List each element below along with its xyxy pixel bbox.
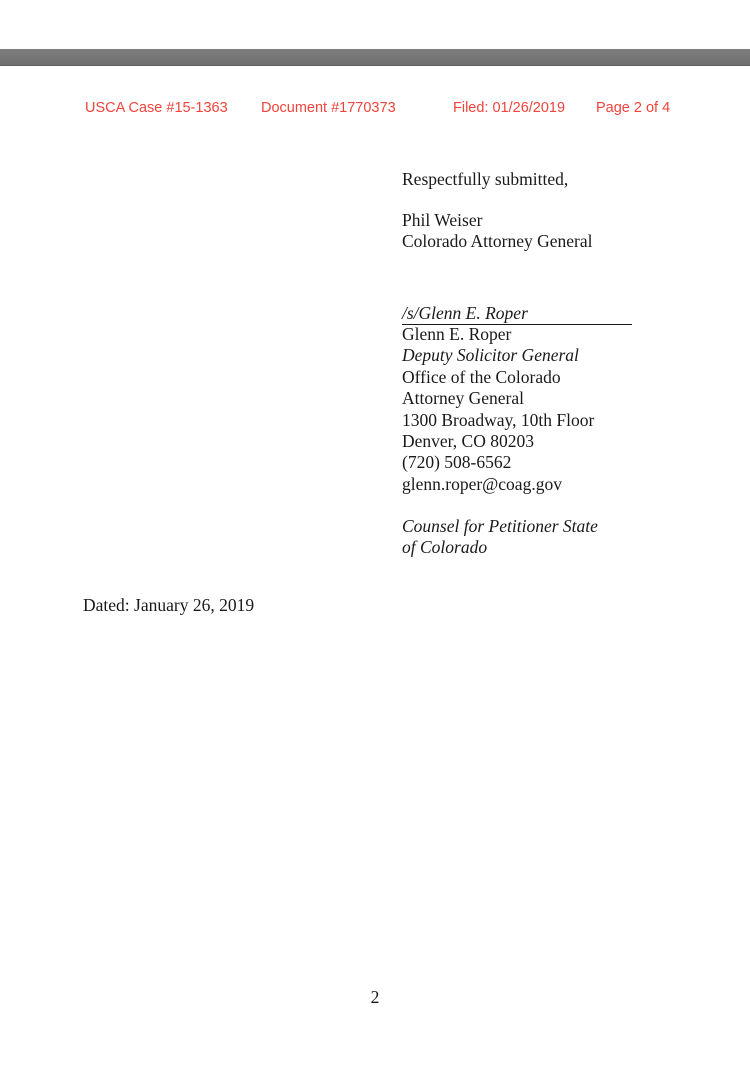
- counsel-line: of Colorado: [402, 537, 488, 558]
- phone-number: (720) 508-6562: [402, 452, 512, 473]
- header-case-number: USCA Case #15-1363: [85, 100, 228, 116]
- email-address: glenn.roper@coag.gov: [402, 473, 562, 494]
- page-number: 2: [370, 987, 380, 1007]
- header-document-number: Document #1770373: [261, 100, 396, 116]
- address-line: Denver, CO 80203: [402, 431, 534, 452]
- dated-line: Dated: January 26, 2019: [83, 595, 255, 615]
- counsel-line: Counsel for Petitioner State: [402, 516, 598, 536]
- attorney-general-block: [402, 210, 593, 253]
- signature: /s/Glenn E. Roper: [402, 303, 528, 323]
- header-page-count: Page 2 of 4: [596, 100, 671, 116]
- counsel-block: [402, 516, 598, 559]
- signature-line: [402, 303, 632, 325]
- signer-block: [402, 324, 594, 495]
- closing-text: Respectfully submitted,: [402, 169, 569, 189]
- viewer-toolbar-bar: [0, 49, 750, 66]
- closing: [402, 169, 568, 190]
- address-line: Attorney General: [402, 388, 524, 409]
- attorney-general-name: Phil Weiser: [402, 210, 483, 230]
- address-line: Office of the Colorado: [402, 366, 561, 387]
- address-line: 1300 Broadway, 10th Floor: [402, 409, 595, 430]
- header-filed-date: Filed: 01/26/2019: [453, 100, 566, 116]
- signer-name: Glenn E. Roper: [402, 324, 512, 344]
- signer-title: Deputy Solicitor General: [402, 345, 579, 366]
- attorney-general-title: Colorado Attorney General: [402, 231, 593, 252]
